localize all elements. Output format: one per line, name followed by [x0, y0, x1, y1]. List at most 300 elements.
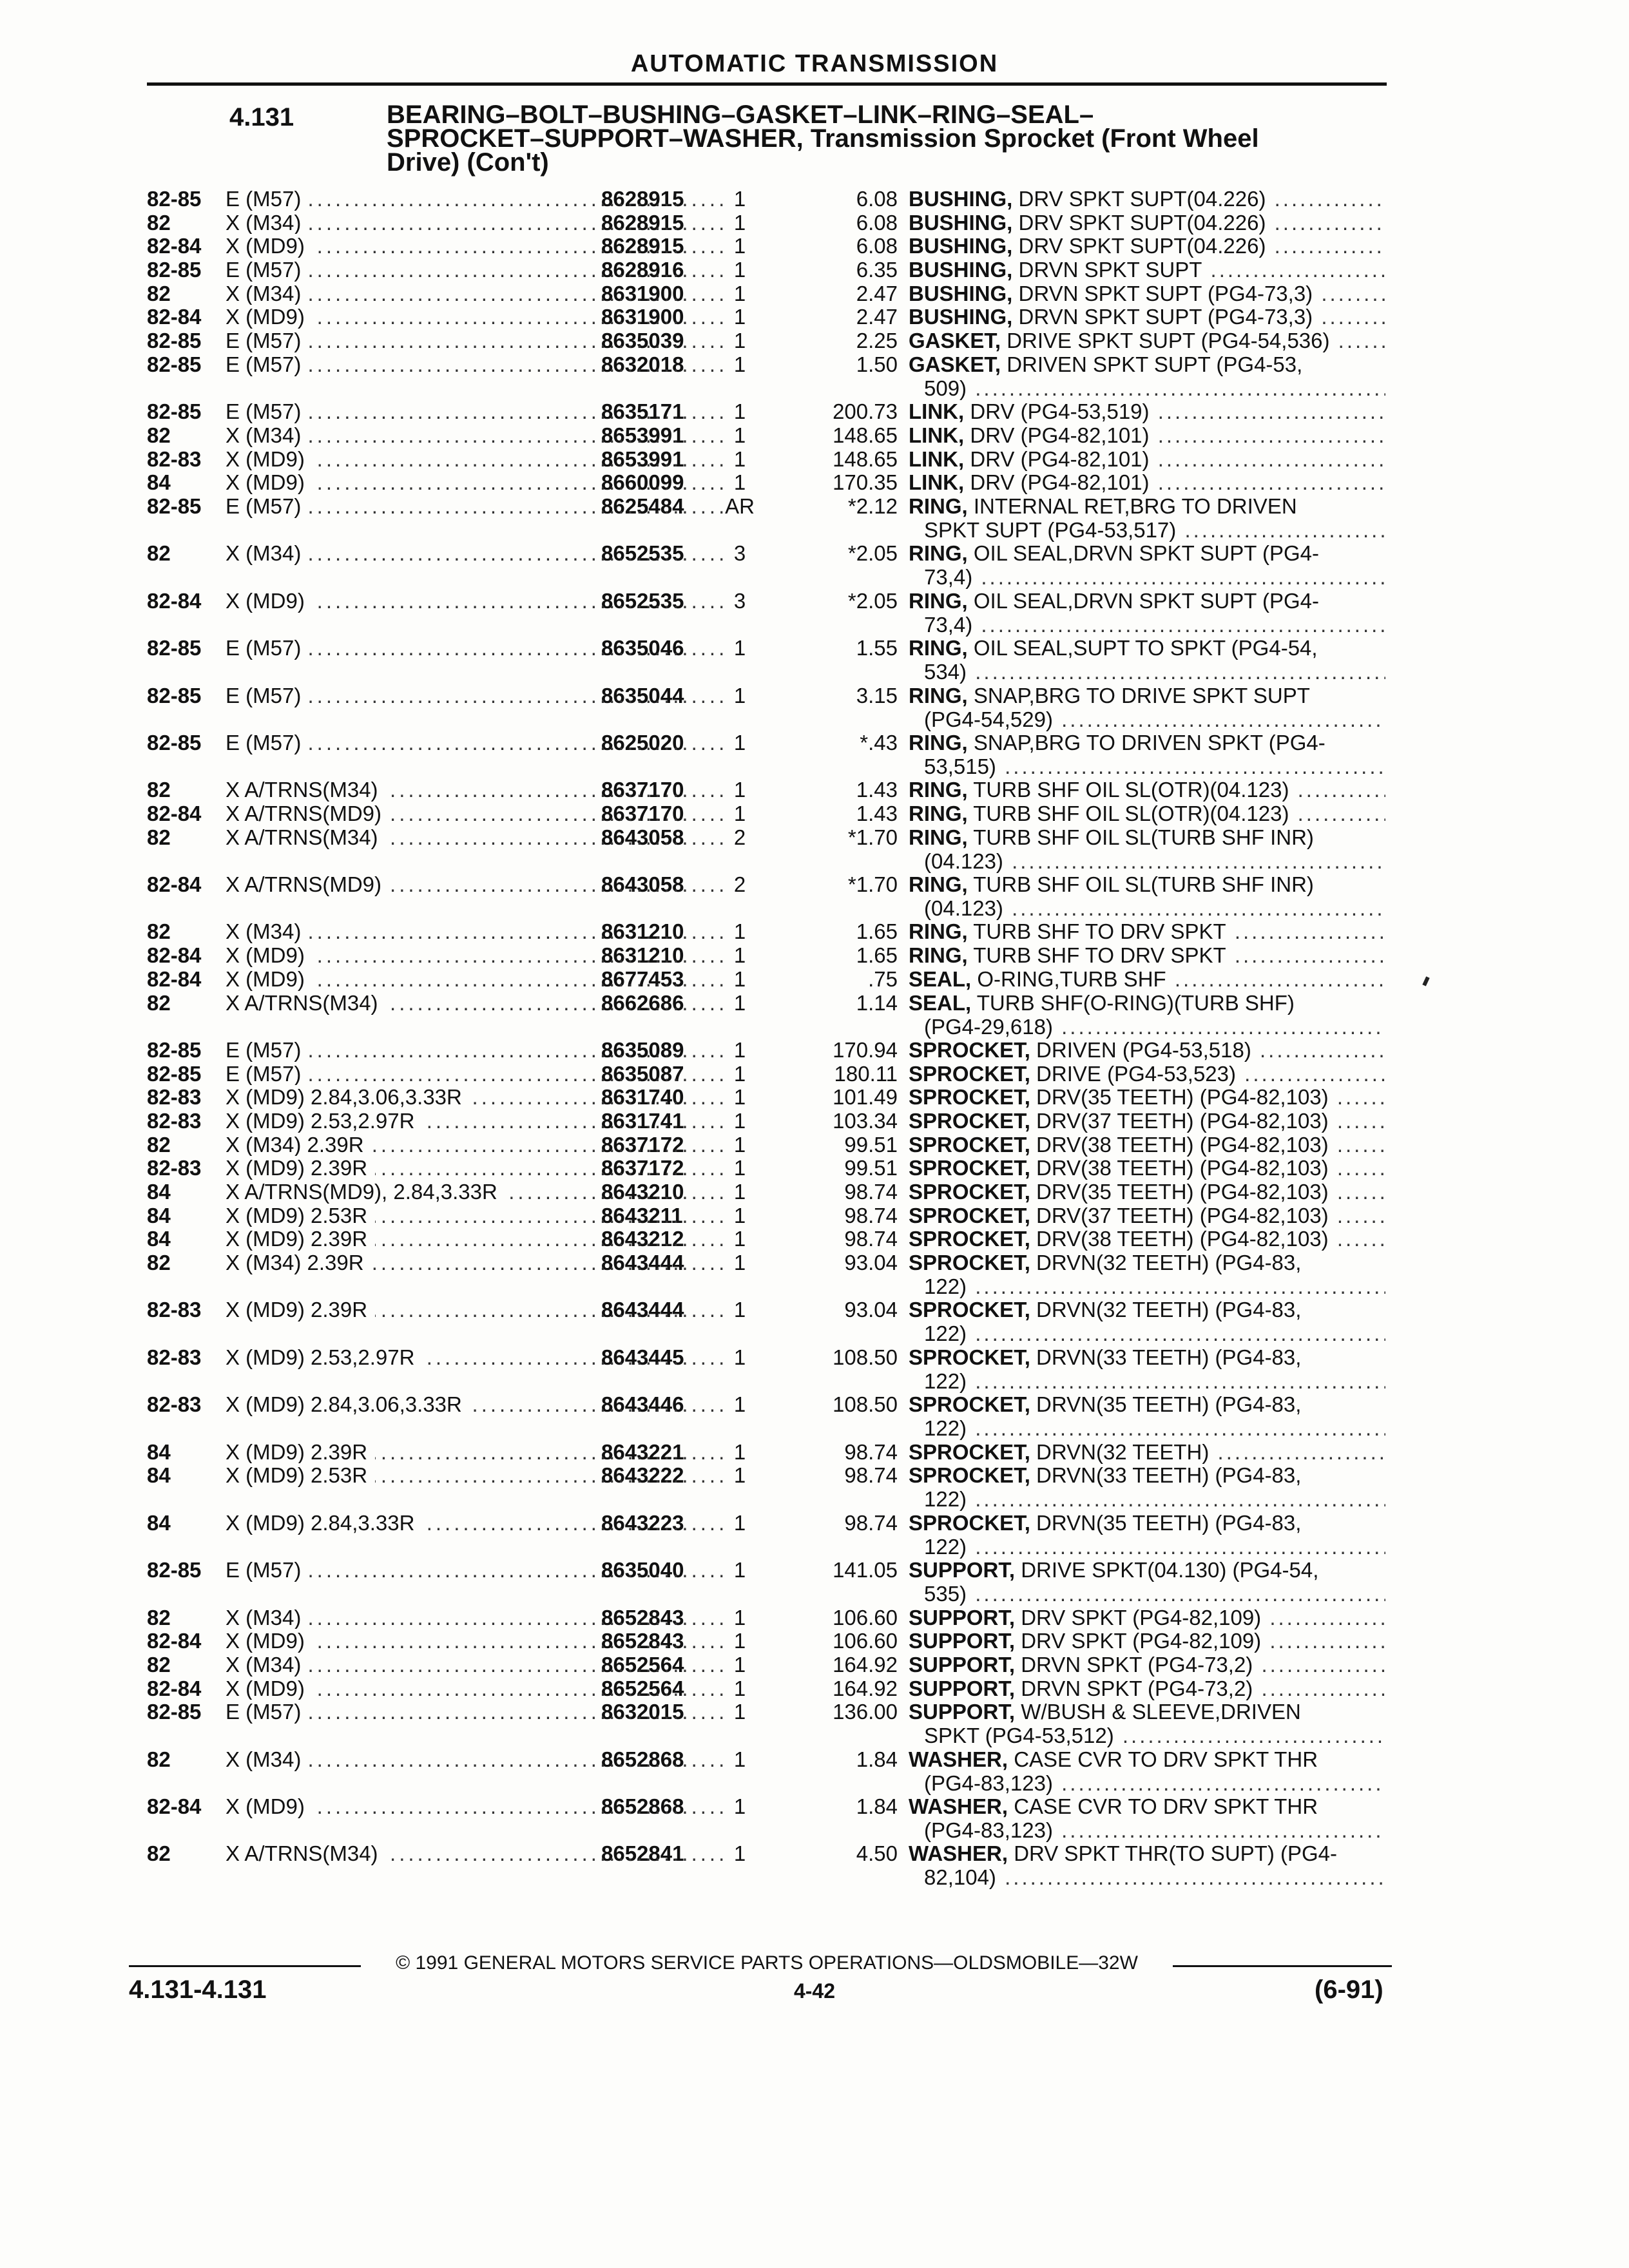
quantity: 1	[733, 258, 746, 282]
description	[909, 352, 1385, 400]
quantity: 1	[733, 1652, 746, 1677]
description-text: DRV(35 TEETH) (PG4-82,103)	[1036, 1085, 1329, 1110]
application	[226, 825, 726, 849]
model-years: 82	[147, 541, 171, 566]
description	[909, 991, 1385, 1039]
part-name: SPROCKET,	[909, 1298, 1030, 1322]
model-years: 82	[147, 1251, 171, 1275]
footer-rule-right	[1173, 1965, 1392, 1967]
price: 98.74	[844, 1227, 898, 1251]
application	[226, 305, 726, 329]
part-number: 8652564	[601, 1652, 684, 1677]
description-line	[909, 1677, 1385, 1700]
parts-row	[147, 1511, 1391, 1558]
part-number: 8643446	[601, 1392, 684, 1417]
model-years: 84	[147, 1510, 171, 1535]
model-years: 82-83	[147, 447, 202, 471]
application-text: X (M34)	[226, 919, 309, 943]
section-title-line: BEARING–BOLT–BUSHING–GASKET–LINK–RING–SEAL–	[387, 101, 1094, 129]
part-name: SPROCKET,	[909, 1251, 1030, 1275]
part-name: RING,	[909, 636, 968, 660]
part-number: 8653991	[601, 423, 684, 447]
description-text: DRV SPKT (PG4-82,109)	[1021, 1605, 1262, 1629]
part-name: RING,	[909, 541, 968, 566]
description-text: TURB SHF OIL SL(TURB SHF INR)	[973, 872, 1314, 897]
part-number: 8632015	[601, 1700, 684, 1724]
application-text: X (MD9)	[226, 589, 313, 613]
parts-row	[147, 636, 1391, 683]
quantity: 1	[733, 1298, 746, 1322]
part-name: SUPPORT,	[909, 1605, 1016, 1629]
part-number: 8643445	[601, 1345, 684, 1369]
application-text: E (M57)	[226, 187, 309, 211]
model-years: 82	[147, 778, 171, 802]
description-text: DRIVEN (PG4-53,518)	[1036, 1037, 1251, 1062]
description-line	[909, 1841, 1385, 1865]
part-name: GASKET,	[909, 329, 1001, 353]
part-number: 8628916	[601, 258, 684, 282]
quantity: 1	[733, 1747, 746, 1771]
price: 93.04	[844, 1298, 898, 1322]
description-line	[909, 258, 1385, 282]
description-line	[909, 589, 1385, 613]
footer-date-code: (6-91)	[1315, 1975, 1383, 2004]
description-text: TURB SHF OIL SL(TURB SHF INR)	[973, 825, 1314, 849]
description-text: 73,4)	[924, 612, 973, 637]
footer-copyright: © 1991 GENERAL MOTORS SERVICE PARTS OPERATIONS—OLDSMOBILE—32W	[396, 1952, 1138, 1974]
description-text: DRVN SPKT (PG4-73,2)	[1021, 1652, 1253, 1677]
part-number: 8631210	[601, 919, 684, 944]
part-number: 8628915	[601, 187, 684, 211]
part-name: BUSHING,	[909, 281, 1013, 305]
part-number: 8643444	[601, 1298, 684, 1322]
parts-row	[147, 1653, 1391, 1677]
model-years: 82-84	[147, 966, 202, 991]
application-text: X (M34)	[226, 541, 309, 565]
part-name: SPROCKET,	[909, 1227, 1030, 1251]
quantity: 1	[733, 399, 746, 424]
model-years: 82-83	[147, 1345, 202, 1369]
model-years: 84	[147, 470, 171, 495]
part-name: SUPPORT,	[909, 1652, 1016, 1677]
part-name: SPROCKET,	[909, 1180, 1030, 1204]
application-text: X (M34)	[226, 282, 309, 305]
quantity: 3	[733, 541, 746, 566]
part-number: 8625020	[601, 730, 684, 754]
parts-row	[147, 305, 1391, 329]
description	[909, 589, 1385, 637]
part-number: 8628915	[601, 234, 684, 258]
parts-row	[147, 1677, 1391, 1700]
description	[909, 282, 1385, 305]
application-text: E (M57)	[226, 352, 309, 376]
quantity: 1	[733, 447, 746, 471]
application	[226, 447, 726, 471]
part-name: LINK,	[909, 423, 965, 447]
description-line	[909, 1085, 1385, 1109]
application-text: X (MD9)	[226, 447, 313, 471]
model-years: 82-85	[147, 1558, 202, 1582]
quantity: 1	[733, 1061, 746, 1086]
model-years: 82	[147, 1652, 171, 1677]
application	[226, 1062, 726, 1086]
description	[909, 305, 1385, 329]
application	[226, 967, 726, 991]
part-name: LINK,	[909, 399, 965, 424]
application-text: X A/TRNS(MD9), 2.84,3.33R	[226, 1180, 505, 1204]
part-number: 8631210	[601, 943, 684, 968]
description-line	[909, 282, 1385, 305]
application-text: E (M57)	[226, 258, 309, 282]
part-number: 8643210	[601, 1180, 684, 1204]
part-number: 8635087	[601, 1061, 684, 1086]
description-line	[909, 1535, 1385, 1559]
description-text: DRV(38 TEETH) (PG4-82,103)	[1036, 1132, 1329, 1157]
application-text: X (MD9)	[226, 1794, 313, 1818]
part-number: 8652843	[601, 1629, 684, 1653]
part-number: 8643058	[601, 872, 684, 897]
description-text: DRV(38 TEETH) (PG4-82,103)	[1036, 1227, 1329, 1251]
description-text: (04.123)	[924, 896, 1003, 921]
application	[226, 731, 726, 754]
part-name: RING,	[909, 588, 968, 613]
application	[226, 1133, 726, 1157]
quantity: 1	[733, 1227, 746, 1251]
quantity: 1	[733, 470, 746, 495]
part-number: 8652564	[601, 1676, 684, 1700]
model-years: 82-85	[147, 258, 202, 282]
header-rule	[147, 82, 1387, 86]
part-name: RING,	[909, 943, 968, 968]
description-text: DRV(35 TEETH) (PG4-82,103)	[1036, 1180, 1329, 1204]
part-name: RING,	[909, 801, 968, 825]
model-years: 84	[147, 1203, 171, 1227]
application	[226, 1841, 726, 1865]
application-text: X (M34)	[226, 1653, 309, 1677]
parts-row	[147, 1440, 1391, 1464]
price: 2.47	[856, 305, 898, 329]
description-line	[909, 1204, 1385, 1227]
description-text: DRV (PG4-82,101)	[970, 447, 1150, 471]
parts-row	[147, 802, 1391, 825]
description-text: SPKT (PG4-53,512)	[924, 1724, 1114, 1748]
description	[909, 1204, 1385, 1227]
parts-row	[147, 447, 1391, 471]
description	[909, 1463, 1385, 1511]
parts-row	[147, 1558, 1391, 1605]
description-line	[909, 1062, 1385, 1086]
description-line	[909, 1345, 1385, 1369]
description-line	[909, 234, 1385, 258]
quantity: 1	[733, 1676, 746, 1700]
model-years: 82-85	[147, 636, 202, 660]
part-name: SPROCKET,	[909, 1463, 1030, 1488]
application-text: E (M57)	[226, 494, 309, 518]
price: 200.73	[833, 399, 898, 424]
section-number: 4.131	[229, 103, 294, 131]
price: 180.11	[834, 1061, 898, 1086]
quantity: 1	[733, 943, 746, 968]
part-name: WASHER,	[909, 1747, 1008, 1771]
description-text: SNAP,BRG TO DRIVE SPKT SUPT	[973, 683, 1310, 707]
description-line	[909, 1038, 1385, 1062]
parts-row	[147, 967, 1391, 991]
description-text: DRIVE SPKT(04.130) (PG4-54,	[1021, 1558, 1319, 1582]
application-text: X (M34) 2.39R	[226, 1251, 372, 1274]
part-name: LINK,	[909, 470, 965, 495]
part-number: 8637172	[601, 1132, 684, 1157]
price: 99.51	[844, 1156, 898, 1180]
application-text: X (MD9) 2.53R	[226, 1204, 375, 1227]
description-line	[909, 707, 1385, 731]
application	[226, 1511, 726, 1535]
part-number: 8652843	[601, 1605, 684, 1629]
description-text: TURB SHF TO DRV SPKT	[973, 919, 1226, 944]
quantity: 1	[733, 1156, 746, 1180]
description	[909, 447, 1385, 471]
description	[909, 636, 1385, 684]
description-line	[909, 731, 1385, 754]
description-text: DRVN(32 TEETH)	[1036, 1439, 1210, 1464]
model-years: 82-85	[147, 1700, 202, 1724]
description	[909, 329, 1385, 352]
description	[909, 1747, 1385, 1795]
model-years: 82-85	[147, 683, 202, 707]
price: 106.60	[833, 1605, 898, 1629]
application	[226, 636, 726, 660]
application-text: X A/TRNS(MD9)	[226, 802, 389, 825]
part-number: 8635039	[601, 329, 684, 353]
footer-page-number: 4-42	[793, 1979, 836, 2003]
quantity: 1	[733, 683, 746, 707]
description-text: DRVN SPKT (PG4-73,2)	[1021, 1676, 1253, 1700]
parts-row	[147, 258, 1391, 282]
description-text: DRIVEN SPKT SUPT (PG4-53,	[1007, 352, 1303, 376]
description-line	[909, 329, 1385, 352]
application	[226, 399, 726, 423]
parts-row	[147, 329, 1391, 352]
part-name: RING,	[909, 494, 968, 518]
description	[909, 943, 1385, 967]
part-name: SPROCKET,	[909, 1345, 1030, 1369]
description-text: (PG4-83,123)	[924, 1818, 1053, 1843]
model-years: 82-83	[147, 1085, 202, 1110]
description	[909, 423, 1385, 447]
description-line	[909, 1747, 1385, 1771]
description	[909, 1133, 1385, 1157]
application-text: X (MD9)	[226, 1677, 313, 1700]
model-years: 82-84	[147, 305, 202, 329]
application	[226, 1629, 726, 1653]
model-years: 84	[147, 1227, 171, 1251]
parts-row	[147, 1629, 1391, 1653]
price: 98.74	[844, 1463, 898, 1488]
application	[226, 943, 726, 967]
description-text: 122)	[924, 1534, 967, 1559]
model-years: 82-85	[147, 352, 202, 376]
description	[909, 1062, 1385, 1086]
description-text: TURB SHF TO DRV SPKT	[973, 943, 1226, 968]
description-text: DRIVE (PG4-53,523)	[1036, 1061, 1237, 1086]
description	[909, 1345, 1385, 1393]
part-number: 8677453	[601, 966, 684, 991]
description	[909, 1109, 1385, 1133]
parts-row	[147, 282, 1391, 305]
model-years: 82-85	[147, 329, 202, 353]
description	[909, 1794, 1385, 1842]
quantity: 3	[733, 588, 746, 613]
application	[226, 423, 726, 447]
parts-row	[147, 1345, 1391, 1392]
description-line	[909, 1818, 1385, 1842]
description-text: 122)	[924, 1321, 967, 1346]
model-years: 82-85	[147, 494, 202, 518]
application	[226, 1463, 726, 1487]
description-line	[909, 1369, 1385, 1393]
part-number: 8635171	[601, 399, 684, 424]
application	[226, 1156, 726, 1180]
quantity: 1	[733, 210, 746, 235]
description-line	[909, 565, 1385, 589]
model-years: 82	[147, 1605, 171, 1629]
part-name: WASHER,	[909, 1841, 1008, 1866]
description-text: DRV(37 TEETH) (PG4-82,103)	[1036, 1203, 1329, 1227]
part-number: 8625484	[601, 494, 684, 518]
description	[909, 1227, 1385, 1251]
quantity: 1	[733, 1251, 746, 1275]
quantity: 1	[733, 1439, 746, 1464]
description-text: DRVN SPKT SUPT (PG4-73,3)	[1018, 305, 1313, 329]
description-text: DRV SPKT SUPT(04.226)	[1018, 234, 1266, 258]
description-line	[909, 1109, 1385, 1133]
description	[909, 1085, 1385, 1109]
description-line	[909, 1227, 1385, 1251]
description	[909, 1511, 1385, 1559]
application-text: X (MD9) 2.39R	[226, 1298, 375, 1321]
description	[909, 1180, 1385, 1204]
description-line	[909, 802, 1385, 825]
part-number: 8631900	[601, 281, 684, 305]
part-number: 8652868	[601, 1794, 684, 1819]
part-name: BUSHING,	[909, 258, 1013, 282]
parts-row	[147, 470, 1391, 494]
parts-row	[147, 187, 1391, 211]
quantity: 1	[733, 1132, 746, 1157]
description-text: DRVN(35 TEETH) (PG4-83,	[1036, 1510, 1302, 1535]
part-number: 8631900	[601, 305, 684, 329]
price: *1.70	[847, 872, 898, 897]
price: 98.74	[844, 1439, 898, 1464]
part-number: 8643222	[601, 1463, 684, 1488]
application	[226, 1204, 726, 1227]
price: 164.92	[833, 1652, 898, 1677]
application	[226, 1794, 726, 1818]
description-text: 73,4)	[924, 565, 973, 590]
quantity: 1	[733, 990, 746, 1015]
price: 136.00	[833, 1700, 898, 1724]
parts-row	[147, 211, 1391, 235]
description	[909, 494, 1385, 542]
price: 164.92	[833, 1676, 898, 1700]
quantity: 1	[733, 1605, 746, 1629]
section-title-line: Drive) (Con't)	[387, 148, 549, 177]
part-number: 8652841	[601, 1841, 684, 1866]
description-line	[909, 1015, 1385, 1039]
quantity: 1	[733, 636, 746, 660]
model-years: 82-85	[147, 730, 202, 754]
quantity: 1	[733, 281, 746, 305]
model-years: 82	[147, 919, 171, 944]
part-name: SUPPORT,	[909, 1629, 1016, 1653]
description	[909, 1392, 1385, 1440]
description-text: 53,515)	[924, 754, 996, 778]
parts-row	[147, 1700, 1391, 1747]
application-text: X (MD9) 2.53,2.97R	[226, 1109, 422, 1133]
part-number: 8628915	[601, 210, 684, 235]
description-text: CASE CVR TO DRV SPKT THR	[1014, 1747, 1318, 1771]
quantity: 1	[733, 329, 746, 353]
description-line	[909, 1700, 1385, 1724]
description-line	[909, 919, 1385, 943]
part-number: 8643212	[601, 1227, 684, 1251]
part-name: RING,	[909, 919, 968, 944]
parts-row	[147, 1794, 1391, 1841]
description-line	[909, 613, 1385, 637]
model-years: 82	[147, 1747, 171, 1771]
description	[909, 1038, 1385, 1062]
application	[226, 1606, 726, 1629]
part-number: 8643444	[601, 1251, 684, 1275]
parts-row	[147, 1085, 1391, 1109]
quantity: 1	[733, 966, 746, 991]
model-years: 82-83	[147, 1392, 202, 1417]
description-line	[909, 636, 1385, 660]
price: 106.60	[833, 1629, 898, 1653]
price: 170.94	[833, 1037, 898, 1062]
application	[226, 1085, 726, 1109]
description-line	[909, 541, 1385, 565]
part-number: 8643223	[601, 1510, 684, 1535]
model-years: 82-84	[147, 1794, 202, 1819]
description-line	[909, 1511, 1385, 1535]
part-number: 8635044	[601, 683, 684, 707]
description-text: O-RING,TURB SHF	[977, 966, 1166, 991]
description-line	[909, 1180, 1385, 1204]
quantity: 1	[733, 1392, 746, 1417]
price: 148.65	[833, 423, 898, 447]
quantity: 1	[733, 801, 746, 825]
description	[909, 872, 1385, 920]
description-line	[909, 447, 1385, 471]
application-text: X (MD9)	[226, 967, 313, 991]
quantity: 1	[733, 1558, 746, 1582]
description	[909, 187, 1385, 211]
parts-row	[147, 1392, 1391, 1439]
quantity: 1	[733, 305, 746, 329]
application-text: E (M57)	[226, 329, 309, 352]
scan-speck	[1422, 976, 1429, 986]
application-text: X (M34) 2.39R	[226, 1133, 372, 1157]
model-years: 82-84	[147, 801, 202, 825]
description-line	[909, 896, 1385, 920]
part-name: SPROCKET,	[909, 1156, 1030, 1180]
application	[226, 352, 726, 376]
parts-row	[147, 1038, 1391, 1062]
description-text: DRV (PG4-82,101)	[970, 423, 1150, 447]
application	[226, 1653, 726, 1677]
model-years: 82	[147, 990, 171, 1015]
parts-row	[147, 589, 1391, 636]
